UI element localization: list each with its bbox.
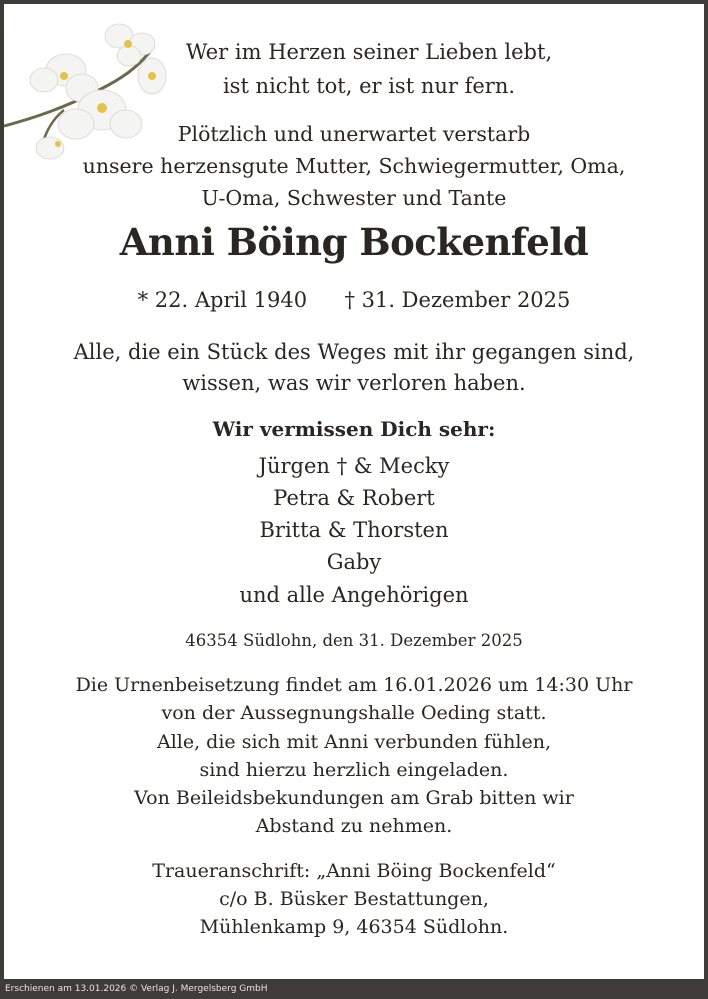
obituary-page: [4, 4, 704, 979]
mourner-2: Petra & Robert: [273, 486, 435, 510]
address-line-2: c/o B. Büsker Bestattungen,: [219, 888, 489, 910]
address-line-3: Mühlenkamp 9, 46354 Südlohn.: [199, 916, 509, 938]
mourner-3: Britta & Thorsten: [259, 518, 449, 542]
place-date: 46354 Südlohn, den 31. Dezember 2025: [185, 631, 523, 650]
burial-line-6: Abstand zu nehmen.: [255, 815, 453, 837]
quote-line-2: wissen, was wir verloren haben.: [182, 371, 526, 395]
mourner-4: Gaby: [326, 550, 382, 574]
burial-line-1: Die Urnenbeisetzung findet am 16.01.2026 um 14:30 Uhr: [75, 674, 633, 696]
burial-line-2: von der Aussegnungshalle Oeding statt.: [161, 702, 547, 724]
burial-line-5: Von Beileidsbekundungen am Grab bitten wir: [134, 787, 574, 809]
mourner-5: und alle Angehörigen: [239, 583, 469, 607]
birth-date: * 22. April 1940: [137, 288, 308, 312]
mourners-title: Wir vermissen Dich sehr:: [212, 417, 496, 441]
deceased-name: Anni Böing Bockenfeld: [119, 220, 589, 264]
death-date: † 31. Dezember 2025: [344, 288, 571, 312]
mourner-1: Jürgen † & Mecky: [258, 454, 450, 478]
burial-line-4: sind hierzu herzlich eingeladen.: [199, 759, 509, 781]
motto-line-2: ist nicht tot, er ist nur fern.: [222, 74, 516, 98]
burial-line-3: Alle, die sich mit Anni verbunden fühlen,: [156, 731, 552, 753]
intro-line-1: Plötzlich und unerwartet verstarb: [177, 122, 531, 146]
motto-line-1: Wer im Herzen seiner Lieben lebt,: [185, 40, 553, 64]
life-dates: [4, 288, 704, 312]
intro-line-3: U-Oma, Schwester und Tante: [201, 186, 507, 210]
intro-line-2: unsere herzensgute Mutter, Schwiegermutter, Oma,: [82, 154, 626, 178]
quote-line-1: Alle, die ein Stück des Weges mit ihr gegangen sind,: [73, 340, 635, 364]
publication-footer: Erschienen am 13.01.2026 © Verlag J. Mergelsberg GmbH: [5, 984, 268, 994]
address-line-1: Traueranschrift: „Anni Böing Bockenfeld“: [152, 860, 556, 882]
